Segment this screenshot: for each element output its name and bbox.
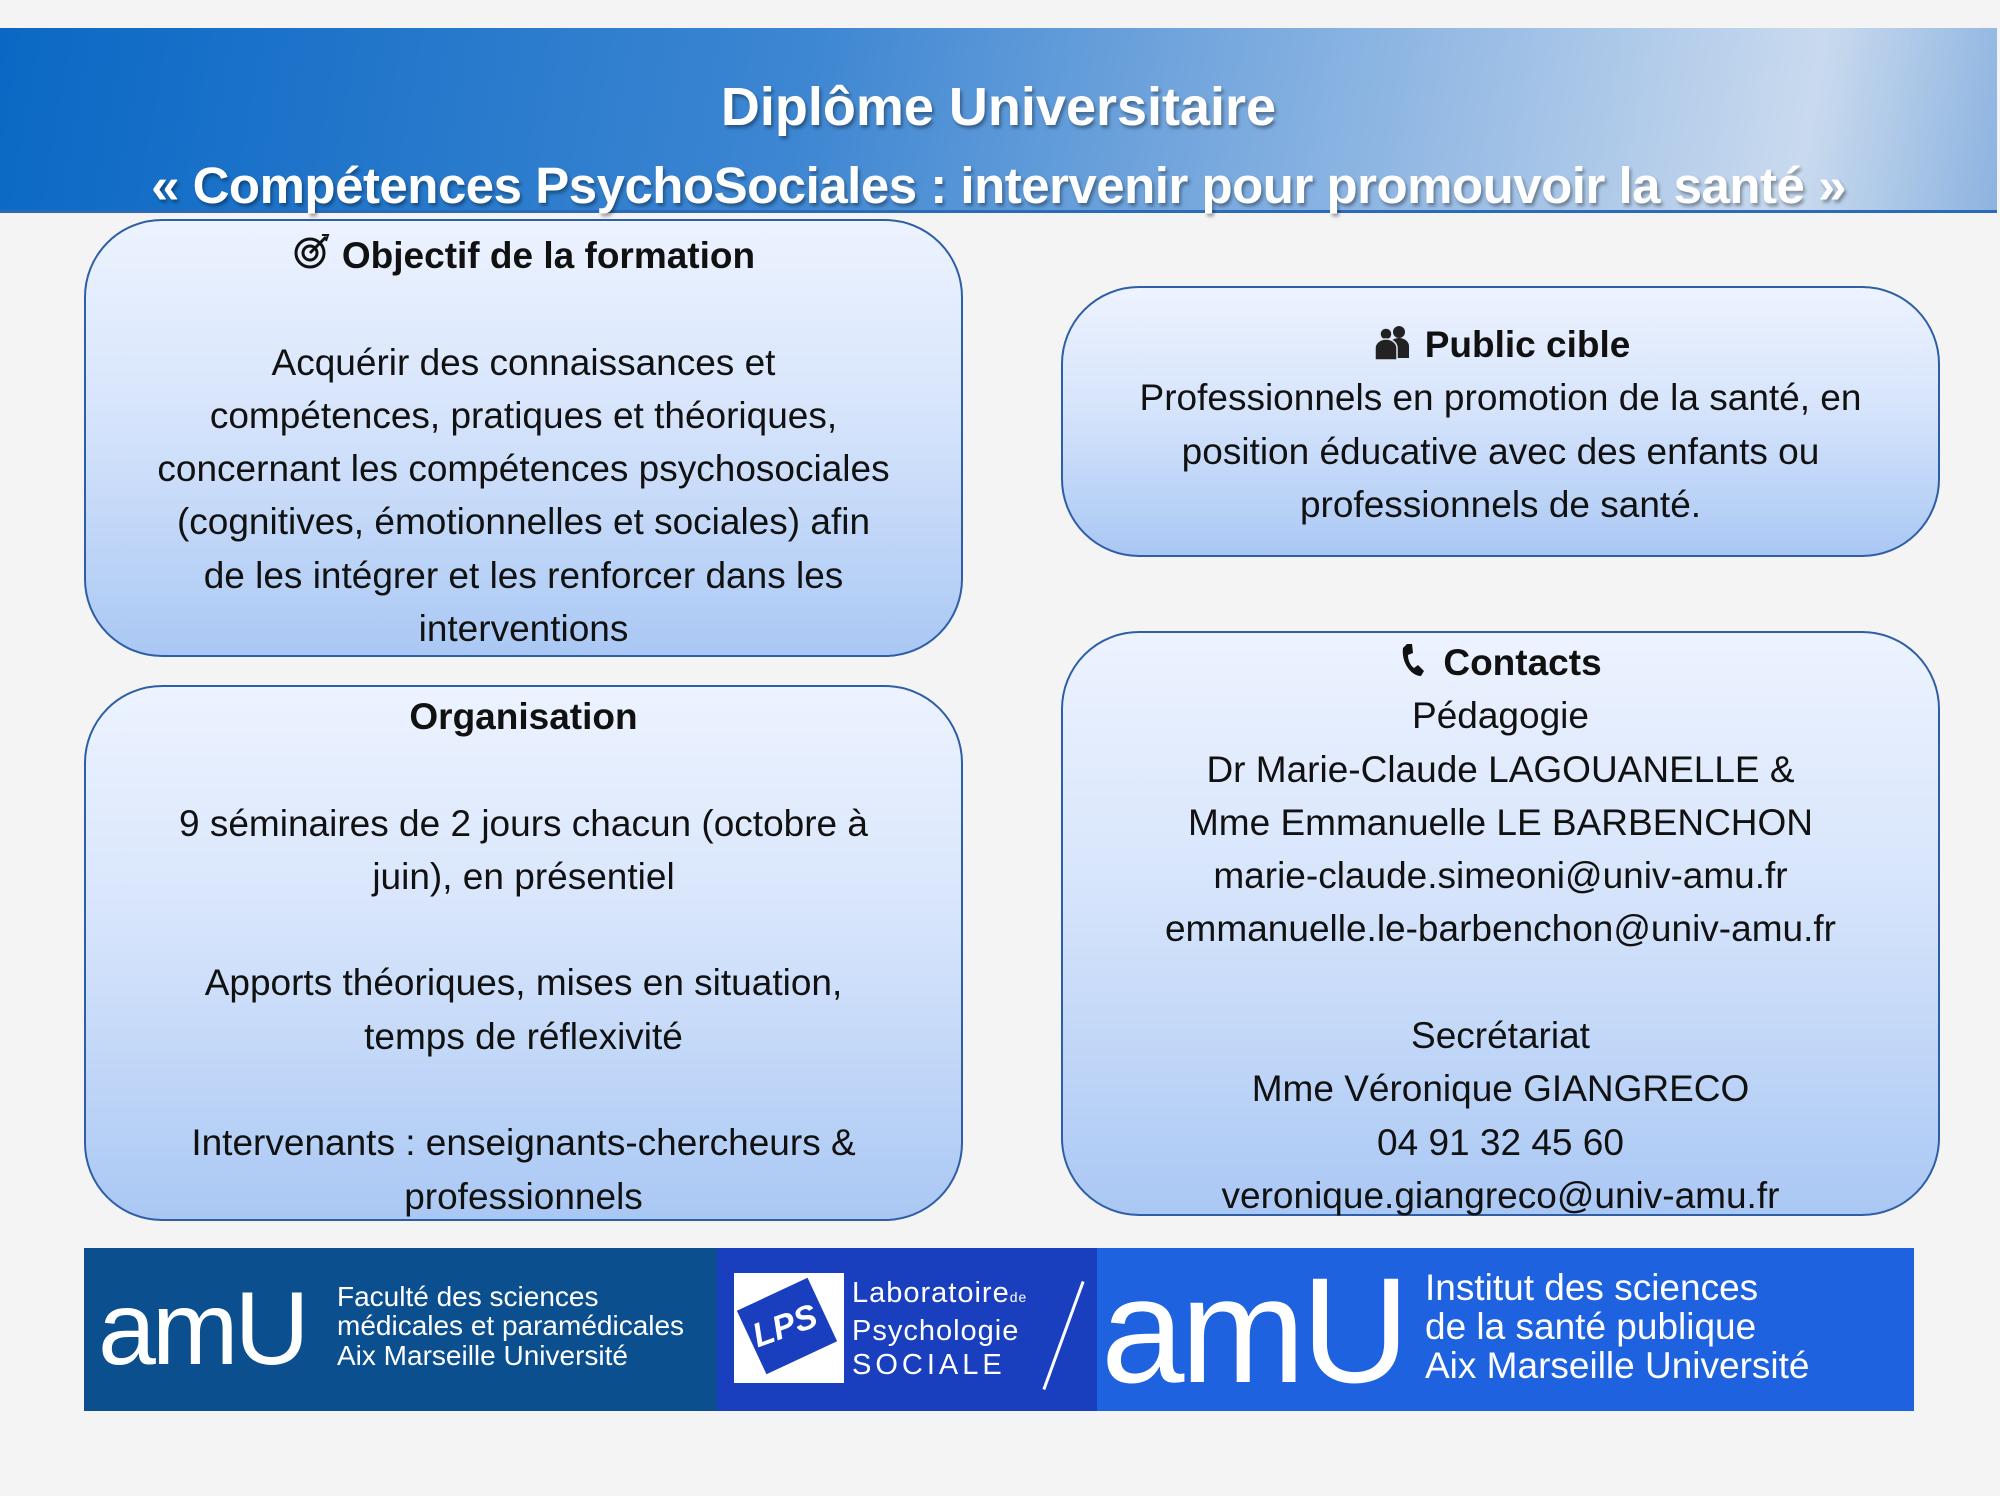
objectif-line: interventions: [418, 608, 629, 650]
contacts-box: [1061, 631, 1940, 1216]
logo-text-line: Aix Marseille Université: [337, 1339, 628, 1371]
contacts-line: Pédagogie: [1412, 695, 1589, 737]
email-link[interactable]: marie-claude.simeoni@univ-amu.fr: [1213, 855, 1788, 897]
contacts-line: [1063, 956, 1938, 1009]
organisation-title: Organisation: [409, 696, 638, 737]
lps-text: [852, 1276, 1027, 1382]
organisation-line: [86, 1063, 961, 1116]
public-title: [1063, 318, 1938, 371]
target-icon: [292, 231, 332, 285]
logo-text-line: Faculté des sciences: [337, 1281, 599, 1312]
contacts-title: [1063, 636, 1938, 689]
spacer: [86, 282, 961, 335]
contacts-line: Mme Emmanuelle LE BARBENCHON: [1187, 801, 1814, 843]
logo-text: [1425, 1268, 1810, 1385]
organisation-line: professionnels: [404, 1175, 643, 1217]
contacts-line: Secrétariat: [1411, 1015, 1590, 1057]
contacts-title-text: Contacts: [1443, 642, 1602, 683]
organisation-line: temps de réflexivité: [364, 1015, 683, 1057]
phone-icon: [1399, 639, 1425, 692]
objectif-box: [84, 219, 963, 657]
logo-institut-sante-publique: [1097, 1246, 1914, 1414]
email-link[interactable]: veronique.giangreco@univ-amu.fr: [1221, 1174, 1780, 1216]
title-banner: [0, 28, 1997, 213]
logo-text-line: de la santé publique: [1425, 1306, 1757, 1347]
title-line-2: « Compétences PsychoSociales : intervenir pour promouvoir la santé »: [151, 157, 1846, 214]
objectif-line: concernant les compétences psychosociales: [157, 448, 890, 490]
contacts-line: Mme Véronique GIANGRECO: [1251, 1068, 1750, 1110]
lps-emblem: [734, 1273, 844, 1383]
logo-text-line: Institut des sciences: [1425, 1267, 1759, 1308]
objectif-title: [86, 229, 961, 282]
logo-lps: [717, 1248, 1097, 1411]
organisation-line: Intervenants : enseignants-chercheurs &: [191, 1122, 856, 1164]
organisation-line: 9 séminaires de 2 jours chacun (octobre à: [179, 802, 868, 844]
organisation-box: [84, 685, 963, 1221]
title-line-1: Diplôme Universitaire: [720, 77, 1277, 137]
amu-logo-mark: amU: [1101, 1246, 1406, 1414]
amu-logo-mark: amU: [98, 1271, 306, 1387]
public-line: professionnels de santé.: [1299, 483, 1702, 525]
organisation-line: [86, 903, 961, 956]
logo-text-line: Aix Marseille Université: [1425, 1345, 1810, 1386]
logo-text-line: Psychologie: [852, 1315, 1020, 1347]
objectif-line: de les intégrer et les renforcer dans les: [203, 554, 844, 596]
contacts-line: Dr Marie-Claude LAGOUANELLE &: [1206, 748, 1795, 790]
logo-text-line: Laboratoire: [852, 1277, 1010, 1309]
objectif-line: (cognitives, émotionnelles et sociales) afin: [176, 501, 871, 543]
public-line: Professionnels en promotion de la santé, en: [1139, 377, 1862, 419]
spacer: [86, 743, 961, 796]
phone-number: 04 91 32 45 60: [1377, 1121, 1624, 1163]
logo-text-line: SOCIALE: [852, 1349, 1006, 1381]
organisation-line: juin), en présentiel: [372, 855, 675, 897]
organisation-line: Apports théoriques, mises en situation,: [204, 962, 843, 1004]
logo-text-line: de: [1009, 1289, 1028, 1305]
objectif-line: compétences, pratiques et théoriques,: [209, 394, 838, 436]
objectif-title-text: Objectif de la formation: [341, 235, 756, 276]
logo-text-line: médicales et paramédicales: [337, 1310, 685, 1342]
public-box: [1061, 286, 1940, 557]
logo-faculte-medecine: [84, 1248, 717, 1411]
logo-text: [337, 1282, 684, 1370]
slash-divider: [1042, 1281, 1084, 1390]
public-title-text: Public cible: [1424, 324, 1631, 365]
email-link[interactable]: emmanuelle.le-barbenchon@univ-amu.fr: [1164, 908, 1836, 950]
lps-mark: LPS: [747, 1296, 823, 1356]
users-icon: [1371, 321, 1415, 374]
public-line: position éducative avec des enfants ou: [1181, 430, 1820, 472]
objectif-line: Acquérir des connaissances et: [271, 341, 776, 383]
